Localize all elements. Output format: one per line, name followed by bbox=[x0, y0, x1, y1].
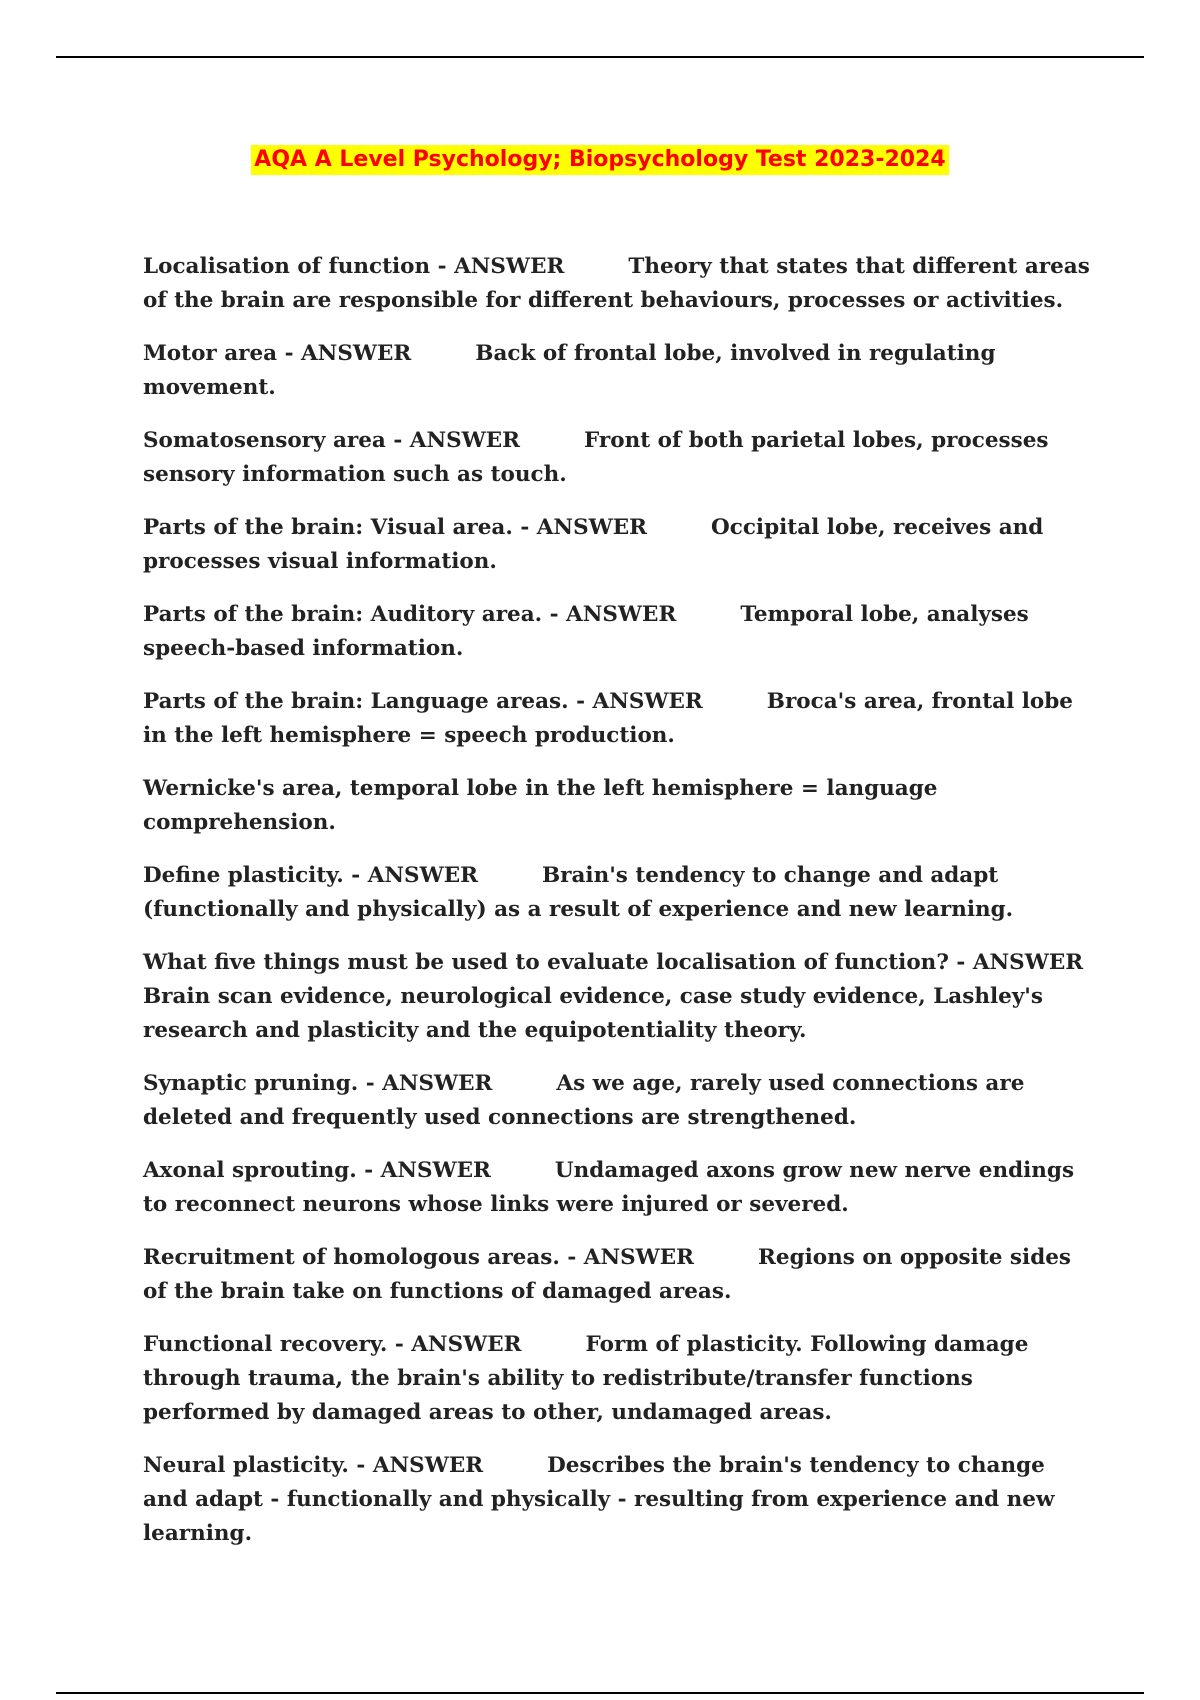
flashcard-entry bbox=[143, 859, 1093, 927]
entry-answer: Back of frontal lobe, involved in regulating movement. bbox=[143, 341, 996, 400]
entry-answer-label: ANSWER bbox=[367, 863, 478, 888]
entry-separator: - bbox=[948, 950, 973, 975]
entry-term: Localisation of function bbox=[143, 254, 431, 279]
entry-separator: - bbox=[542, 602, 567, 627]
entry-separator: - bbox=[568, 689, 593, 714]
entry-answer: As we age, rarely used connections are deleted and frequently used connections are strengthened. bbox=[143, 1071, 1025, 1130]
entry-answer-label: ANSWER bbox=[454, 254, 565, 279]
flashcard-entry bbox=[143, 1241, 1093, 1309]
entry-answer: Front of both parietal lobes, processes sensory information such as touch. bbox=[143, 428, 1049, 487]
top-divider bbox=[56, 56, 1144, 58]
flashcard-entry bbox=[143, 598, 1093, 666]
entry-answer: Brain's tendency to change and adapt (functionally and physically) as a result of experience and new learning. bbox=[143, 863, 1014, 922]
entry-answer: Broca's area, frontal lobe in the left hemisphere = speech production. bbox=[143, 689, 1073, 748]
entry-term: Parts of the brain: Visual area. bbox=[143, 515, 513, 540]
entry-separator: - bbox=[343, 863, 368, 888]
entry-separator: - bbox=[512, 515, 537, 540]
entry-separator: - bbox=[358, 1071, 383, 1096]
bottom-divider bbox=[56, 1692, 1144, 1694]
entry-separator: - bbox=[385, 428, 410, 453]
entry-answer-label: ANSWER bbox=[409, 428, 521, 453]
entry-answer-label: ANSWER bbox=[380, 1158, 491, 1183]
flashcard-entry bbox=[143, 1449, 1093, 1551]
flashcard-entry bbox=[143, 511, 1093, 579]
entry-answer-label: ANSWER bbox=[592, 689, 703, 714]
entry-separator: - bbox=[277, 341, 301, 366]
entry-separator: - bbox=[559, 1245, 584, 1270]
entry-answer-label: ANSWER bbox=[301, 341, 412, 366]
flashcard-entry bbox=[143, 337, 1093, 405]
continuation-paragraph: Wernicke's area, temporal lobe in the left hemisphere = language comprehension. bbox=[143, 776, 938, 835]
entry-term: Synaptic pruning. bbox=[143, 1071, 359, 1096]
entry-term: Axonal sprouting. bbox=[143, 1158, 357, 1183]
entry-answer: Temporal lobe, analyses speech-based information. bbox=[143, 602, 1029, 661]
flashcard-entry bbox=[143, 946, 1093, 1048]
flashcard-entry bbox=[143, 1328, 1093, 1430]
flashcard-list bbox=[143, 250, 1093, 1570]
flashcard-entry bbox=[143, 1067, 1093, 1135]
entry-term: Neural plasticity. bbox=[143, 1453, 349, 1478]
document-title: AQA A Level Psychology; Biopsychology Test 2023-2024 bbox=[251, 145, 948, 175]
entry-term: Parts of the brain: Auditory area. bbox=[143, 602, 543, 627]
entry-term: Recruitment of homologous areas. bbox=[143, 1245, 560, 1270]
entry-answer-label: ANSWER bbox=[411, 1332, 522, 1357]
entry-answer-label: ANSWER bbox=[536, 515, 647, 540]
entry-separator: - bbox=[356, 1158, 381, 1183]
entry-answer: Brain scan evidence, neurological evidence, case study evidence, Lashley's research and plasticity and the equipotentiality theory. bbox=[143, 984, 1043, 1043]
entry-term: Functional recovery. bbox=[143, 1332, 388, 1357]
entry-separator: - bbox=[348, 1453, 373, 1478]
entry-answer: Undamaged axons grow new nerve endings to reconnect neurons whose links were injured or severed. bbox=[143, 1158, 1075, 1217]
entry-term: Somatosensory area bbox=[143, 428, 386, 453]
entry-answer: Form of plasticity. Following damage through trauma, the brain's ability to redistribute/transfer functions performed by damaged areas to other, undamaged areas. bbox=[143, 1332, 1029, 1425]
flashcard-entry bbox=[143, 424, 1093, 492]
entry-term: Motor area bbox=[143, 341, 278, 366]
entry-term: Parts of the brain: Language areas. bbox=[143, 689, 569, 714]
title-wrapper bbox=[0, 145, 1200, 175]
entry-answer: Regions on opposite sides of the brain take on functions of damaged areas. bbox=[143, 1245, 1072, 1304]
entry-term: Define plasticity. bbox=[143, 863, 344, 888]
flashcard-entry bbox=[143, 250, 1093, 318]
entry-answer: Occipital lobe, receives and processes visual information. bbox=[143, 515, 1044, 574]
entry-answer-label: ANSWER bbox=[382, 1071, 493, 1096]
entry-answer-label: ANSWER bbox=[566, 602, 677, 627]
entry-separator: - bbox=[430, 254, 455, 279]
entry-term: What five things must be used to evaluate localisation of function? bbox=[143, 950, 949, 975]
entry-answer-label: ANSWER bbox=[583, 1245, 695, 1270]
entry-answer: Theory that states that different areas of the brain are responsible for different behaviours, processes or activities. bbox=[143, 254, 1090, 313]
entry-answer-label: ANSWER bbox=[372, 1453, 484, 1478]
flashcard-entry bbox=[143, 1154, 1093, 1222]
flashcard-entry bbox=[143, 685, 1093, 753]
entry-separator: - bbox=[387, 1332, 412, 1357]
entry-answer: Describes the brain's tendency to change and adapt - functionally and physically - resulting from experience and new learning. bbox=[143, 1453, 1055, 1546]
entry-answer-label: ANSWER bbox=[972, 950, 1084, 975]
